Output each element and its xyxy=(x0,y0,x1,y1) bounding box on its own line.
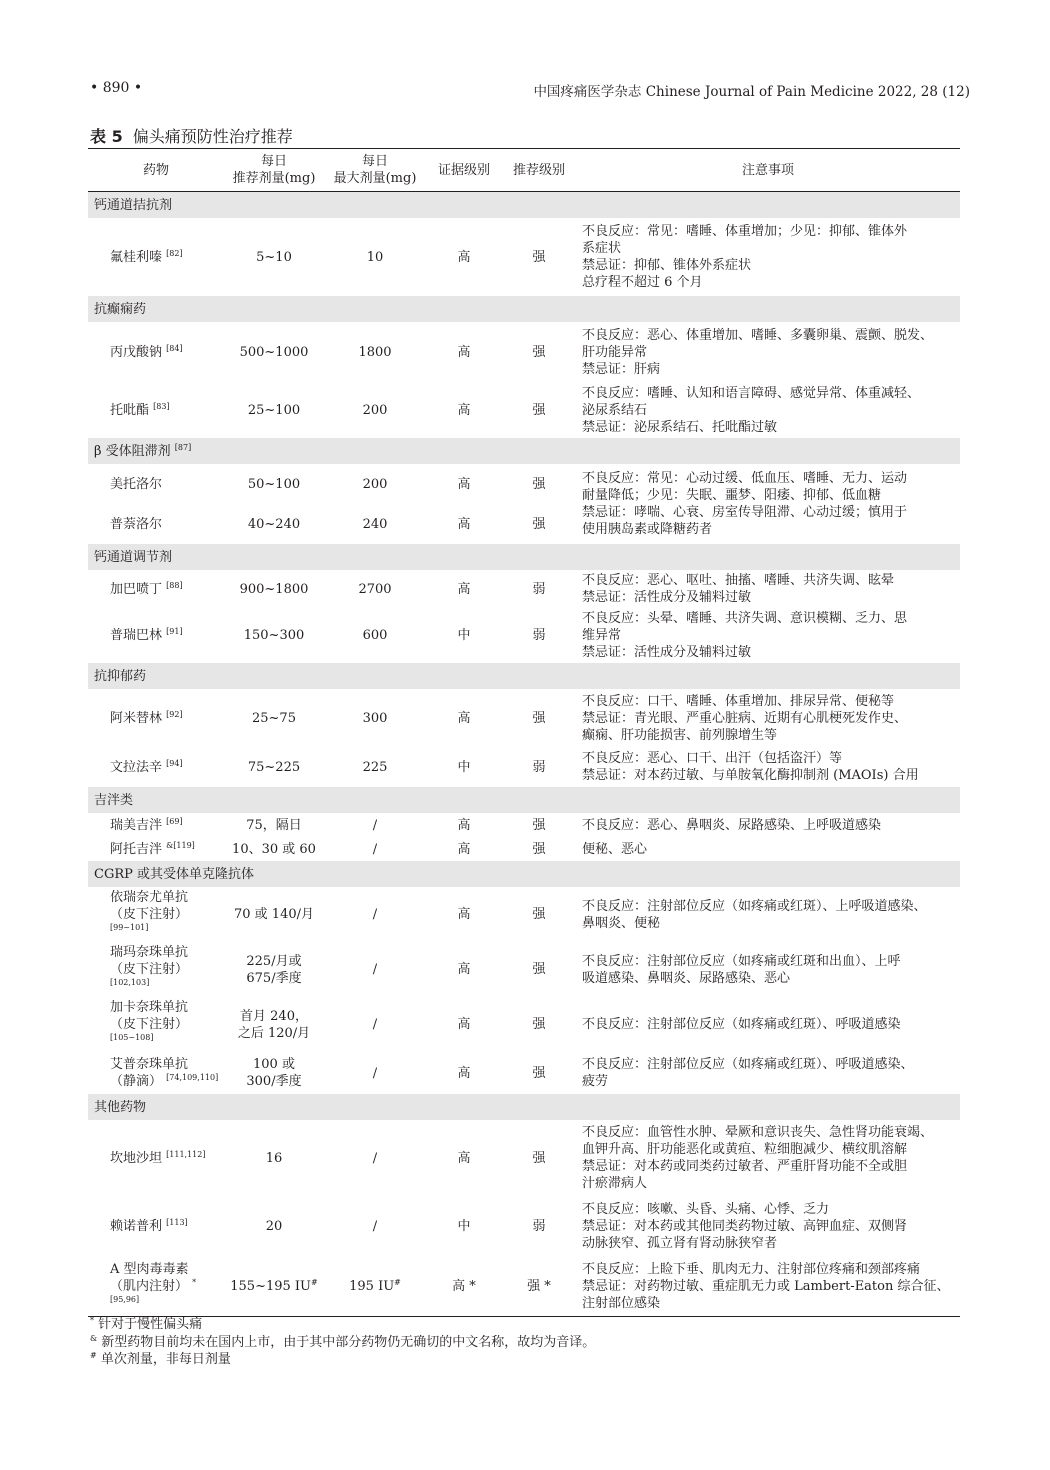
max-dose-cell xyxy=(324,1052,426,1094)
recommendation-level: 强 * xyxy=(527,1278,551,1294)
category-row xyxy=(88,296,960,322)
daily-dose: 16 xyxy=(265,1150,283,1166)
max-dose-cell xyxy=(324,813,426,837)
note-line: 不良反应：咳嗽、头昏、头痛、心悸、乏力 xyxy=(582,1201,830,1217)
drug-row xyxy=(88,997,960,1052)
drug-name: 依瑞奈尤单抗 xyxy=(110,890,189,905)
drug-route: （皮下注射） xyxy=(110,962,189,977)
note-line: 不良反应：注射部位反应（如疼痛或红斑和出血）、上呼 xyxy=(582,953,901,969)
drug-row xyxy=(88,689,960,747)
drug-route: （皮下注射） xyxy=(110,1017,189,1032)
note-line: 吸道感染、鼻咽炎、尿路感染、恶心 xyxy=(582,970,791,986)
note-line: 不良反应：常见：心动过缓、低血压、嗜睡、无力、运动 xyxy=(582,471,908,486)
table-header-row xyxy=(88,149,960,192)
daily-dose: 70 或 140/月 xyxy=(234,907,314,922)
max-dose-cell xyxy=(324,1256,426,1317)
note-line: 禁忌证：泌尿系结石、托吡酯过敏 xyxy=(582,419,778,435)
recommendation-level: 强 xyxy=(532,402,546,418)
daily-dose: 225/月或 xyxy=(246,953,302,969)
header-evidence: 证据级别 xyxy=(437,162,490,178)
max-dose-cell xyxy=(324,322,426,382)
page-header xyxy=(90,80,970,102)
drug-citation: &[119] xyxy=(166,840,195,850)
drug-row xyxy=(88,942,960,997)
daily-dose-line2: 300/季度 xyxy=(246,1074,302,1089)
drug-citation: [91] xyxy=(166,627,183,636)
daily-dose: 75，隔日 xyxy=(246,817,302,833)
category-name: 其他药物 xyxy=(94,1099,147,1115)
max-dose-cell xyxy=(324,837,426,861)
note-line: 不良反应：注射部位反应（如疼痛或红斑）、呼吸道感染 xyxy=(582,1017,901,1032)
drug-row xyxy=(88,218,960,296)
drug-route: （皮下注射） xyxy=(110,907,189,922)
note-line: 不良反应：嗜睡、认知和语言障碍、感觉异常、体重减轻、 xyxy=(582,385,921,401)
drug-name: A 型肉毒毒素 xyxy=(110,1261,189,1277)
recommendation-table xyxy=(88,148,960,1317)
note-line: 汁瘀滞病人 xyxy=(582,1176,648,1191)
note-line: 禁忌证：活性成分及辅料过敏 xyxy=(582,645,752,660)
drug-row xyxy=(88,887,960,942)
evidence-level: 高 xyxy=(457,907,471,922)
notes-cell xyxy=(576,837,960,861)
daily-dose-cell xyxy=(224,997,324,1052)
header-max-dose: 每日 最大剂量(mg) xyxy=(333,154,417,186)
drug-citation: [84] xyxy=(166,343,183,353)
evidence-level: 中 xyxy=(457,628,471,643)
note-line: 系症状 xyxy=(582,241,622,256)
recommendation-level: 弱 xyxy=(532,581,546,597)
max-dose: / xyxy=(372,817,378,833)
table-caption xyxy=(90,124,293,147)
recommendation-level: 强 xyxy=(532,817,546,833)
drug-citation: [102,103] xyxy=(110,978,150,987)
max-dose: / xyxy=(372,1065,378,1081)
note-line: 鼻咽炎、便秘 xyxy=(582,915,661,931)
evidence-level: 高 * xyxy=(452,1278,476,1294)
drug-name-cell xyxy=(88,608,224,663)
notes-cell xyxy=(576,1256,960,1317)
drug-name: 瑞美吉泮 xyxy=(110,817,163,833)
recommendation-level: 强 xyxy=(532,476,546,492)
drug-name-cell xyxy=(88,942,224,997)
note-line: 禁忌证：青光眼、严重心脏病、近期有心肌梗死发作史、 xyxy=(582,710,908,726)
evidence-level: 高 xyxy=(457,817,471,833)
drug-citation: [111,112] xyxy=(166,1149,206,1159)
note-line: 不良反应：注射部位反应（如疼痛或红斑）、呼吸道感染、 xyxy=(582,1057,914,1072)
drug-name: 艾普奈珠单抗 xyxy=(110,1057,189,1072)
category-row xyxy=(88,192,960,219)
drug-citation: [74,109,110] xyxy=(166,1073,219,1082)
max-dose: 10 xyxy=(366,249,384,265)
category-row xyxy=(88,787,960,813)
note-line: 禁忌证：对本药或同类药过敏者、严重肝肾功能不全或胆 xyxy=(582,1159,908,1174)
evidence-level: 高 xyxy=(457,516,471,532)
drug-name: 丙戊酸钠 xyxy=(110,344,163,360)
note-line: 禁忌证：抑郁、锥体外系症状 xyxy=(582,258,752,273)
notes-cell xyxy=(576,382,960,438)
drug-name-cell xyxy=(88,570,224,608)
daily-dose: 50~100 xyxy=(247,476,301,492)
max-dose-mark: # xyxy=(394,1277,401,1287)
drug-row xyxy=(88,570,960,608)
daily-dose: 40~240 xyxy=(247,516,301,532)
footnote-text: 单次剂量，非每日剂量 xyxy=(96,1352,231,1367)
note-line: 疲劳 xyxy=(582,1074,609,1089)
daily-dose-cell xyxy=(224,1120,324,1196)
max-dose-cell xyxy=(324,942,426,997)
note-line: 禁忌证：对本药过敏、与单胺氧化酶抑制剂 (MAOIs) 合用 xyxy=(582,768,919,783)
max-dose-cell xyxy=(324,747,426,787)
drug-name-cell xyxy=(88,689,224,747)
note-line: 不良反应：口干、嗜睡、体重增加、排尿异常、便秘等 xyxy=(582,693,895,709)
drug-name: 瑞玛奈珠单抗 xyxy=(110,945,189,960)
max-dose-cell xyxy=(324,608,426,663)
recommendation-level: 弱 xyxy=(532,759,546,775)
daily-dose-cell xyxy=(224,218,324,296)
drug-citation: [83] xyxy=(153,401,170,411)
daily-dose-cell xyxy=(224,608,324,663)
header-notes: 注意事项 xyxy=(741,162,794,178)
recommendation-level: 强 xyxy=(532,710,546,726)
note-line: 不良反应：常见：嗜睡、体重增加；少见：抑郁、锥体外 xyxy=(582,224,908,239)
drug-citation: [94] xyxy=(166,758,183,768)
category-name: 抗抑郁药 xyxy=(94,668,147,684)
daily-dose: 500~1000 xyxy=(239,344,309,360)
note-line: 不良反应：恶心、鼻咽炎、尿路感染、上呼吸道感染 xyxy=(582,817,882,833)
drug-name-cell xyxy=(88,1196,224,1256)
table-body xyxy=(88,192,960,1317)
category-name: 钙通道调节剂 xyxy=(94,549,173,565)
footnote-mark: & xyxy=(90,1333,98,1343)
drug-row xyxy=(88,608,960,663)
note-line: 癫痫、肝功能损害、前列腺增生等 xyxy=(582,727,778,743)
recommendation-level: 弱 xyxy=(532,628,546,643)
max-dose-cell xyxy=(324,504,426,544)
drug-row xyxy=(88,1120,960,1196)
drug-row xyxy=(88,464,960,504)
max-dose: 1800 xyxy=(358,344,392,360)
drug-name-cell xyxy=(88,837,224,861)
recommendation-level: 弱 xyxy=(532,1218,546,1234)
note-line: 便秘、恶心 xyxy=(582,841,648,857)
note-line: 血钾升高、肝功能恶化或黄疸、粒细胞减少、横纹肌溶解 xyxy=(582,1142,908,1157)
notes-cell xyxy=(576,1196,960,1256)
note-line: 泌尿系结石 xyxy=(582,402,648,418)
evidence-level: 高 xyxy=(457,344,471,360)
drug-name-cell xyxy=(88,1256,224,1317)
note-line: 耐量降低；少见：失眠、噩梦、阳痿、抑郁、低血糖 xyxy=(582,488,882,503)
drug-row xyxy=(88,747,960,787)
drug-name: 加巴喷丁 xyxy=(110,581,163,597)
evidence-level: 高 xyxy=(457,710,471,726)
drug-name: 加卡奈珠单抗 xyxy=(110,1000,189,1015)
notes-cell xyxy=(576,942,960,997)
notes-cell xyxy=(576,322,960,382)
category-name: CGRP 或其受体单克隆抗体 xyxy=(94,866,254,882)
max-dose-cell xyxy=(324,382,426,438)
page-number: • 890 • xyxy=(90,80,143,96)
daily-dose: 150~300 xyxy=(243,628,305,643)
drug-citation: *[95,96] xyxy=(110,1277,197,1304)
daily-dose: 25~75 xyxy=(252,710,296,726)
header-daily-dose: 每日 推荐剂量(mg) xyxy=(232,154,316,186)
evidence-level: 高 xyxy=(457,402,471,418)
category-name: β 受体阻滞剂 xyxy=(94,443,171,459)
evidence-level: 高 xyxy=(457,476,471,492)
drug-name-cell xyxy=(88,382,224,438)
note-line: 不良反应：上睑下垂、肌肉无力、注射部位疼痛和颈部疼痛 xyxy=(582,1261,921,1277)
note-line: 总疗程不超过 6 个月 xyxy=(582,275,703,290)
drug-name-cell xyxy=(88,1120,224,1196)
recommendation-level: 强 xyxy=(532,1150,546,1166)
drug-row xyxy=(88,813,960,837)
notes-cell xyxy=(576,1052,960,1094)
drug-row xyxy=(88,1196,960,1256)
daily-dose: 100 或 xyxy=(253,1057,295,1072)
daily-dose-cell xyxy=(224,813,324,837)
note-line: 维异常 xyxy=(582,628,622,643)
notes-cell xyxy=(576,1120,960,1196)
evidence-level: 高 xyxy=(457,1017,471,1032)
dose-mark: # xyxy=(311,1277,318,1287)
daily-dose-cell xyxy=(224,1196,324,1256)
notes-cell xyxy=(576,689,960,747)
daily-dose-cell xyxy=(224,887,324,942)
max-dose: / xyxy=(372,841,378,857)
drug-row xyxy=(88,837,960,861)
note-line: 禁忌证：哮喘、心衰、房室传导阻滞、心动过缓；慎用于 xyxy=(582,505,908,520)
max-dose-cell xyxy=(324,464,426,504)
daily-dose-cell xyxy=(224,570,324,608)
note-line: 不良反应：头晕、嗜睡、共济失调、意识模糊、乏力、思 xyxy=(582,611,908,626)
category-row xyxy=(88,1094,960,1120)
max-dose: 300 xyxy=(362,710,388,726)
daily-dose-cell xyxy=(224,504,324,544)
evidence-level: 高 xyxy=(457,581,471,597)
drug-name-cell xyxy=(88,997,224,1052)
drug-citation: [88] xyxy=(166,580,183,590)
max-dose: / xyxy=(372,1017,378,1032)
footnote-text: 针对于慢性偏头痛 xyxy=(94,1317,203,1332)
daily-dose-cell xyxy=(224,382,324,438)
drug-name: 普萘洛尔 xyxy=(110,516,163,532)
daily-dose: 10、30 或 60 xyxy=(232,841,316,857)
daily-dose: 5~10 xyxy=(256,249,292,265)
drug-name: 阿托吉泮 xyxy=(110,841,163,857)
note-line: 禁忌证：对本药或其他同类药物过敏、高钾血症、双侧肾 xyxy=(582,1218,908,1234)
notes-cell xyxy=(576,747,960,787)
note-line: 使用胰岛素或降糖药者 xyxy=(582,522,713,537)
category-name: 抗癫痫药 xyxy=(94,301,147,317)
evidence-level: 中 xyxy=(457,1218,471,1234)
drug-name: 托吡酯 xyxy=(110,402,150,418)
footnote-mark: # xyxy=(90,1351,97,1360)
daily-dose-cell xyxy=(224,1256,324,1317)
daily-dose: 75~225 xyxy=(247,759,301,775)
daily-dose-cell xyxy=(224,942,324,997)
drug-name: 阿米替林 xyxy=(110,710,163,726)
daily-dose-cell xyxy=(224,322,324,382)
footnote-mark: * xyxy=(90,1316,94,1325)
max-dose: 2700 xyxy=(358,581,392,597)
drug-route: （肌内注射） xyxy=(110,1278,189,1294)
drug-name-cell xyxy=(88,218,224,296)
note-line: 不良反应：注射部位反应（如疼痛或红斑）、上呼吸道感染、 xyxy=(582,898,927,914)
category-row xyxy=(88,861,960,887)
max-dose: 225 xyxy=(362,759,388,775)
daily-dose: 900~1800 xyxy=(239,581,309,597)
footnote-text: 新型药物目前均未在国内上市，由于其中部分药物仍无确切的中文名称，故均为音译。 xyxy=(97,1334,596,1350)
drug-name: 普瑞巴林 xyxy=(110,628,163,643)
evidence-level: 高 xyxy=(457,962,471,977)
header-recommendation: 推荐级别 xyxy=(512,162,565,178)
note-line: 动脉狭窄、孤立肾有肾动脉狭窄者 xyxy=(582,1235,778,1251)
category-citation: [87] xyxy=(174,442,192,452)
footnotes xyxy=(90,1316,595,1369)
footnote xyxy=(90,1316,595,1334)
category-name: 钙通道拮抗剂 xyxy=(94,197,173,213)
note-line: 禁忌证：对药物过敏、重症肌无力或 Lambert-Eaton 综合征、 xyxy=(582,1278,950,1294)
category-row xyxy=(88,438,960,464)
max-dose: 200 xyxy=(362,476,388,492)
recommendation-level: 强 xyxy=(532,962,546,977)
drug-row xyxy=(88,1256,960,1317)
table-title: 偏头痛预防性治疗推荐 xyxy=(132,127,293,146)
table-label: 表 5 xyxy=(90,127,123,146)
daily-dose: 首月 240， xyxy=(240,1008,308,1024)
drug-row xyxy=(88,382,960,438)
recommendation-level: 强 xyxy=(532,516,546,532)
max-dose: 195 IU xyxy=(349,1278,395,1294)
note-line: 不良反应：血管性水肿、晕厥和意识丧失、急性肾功能衰竭、 xyxy=(582,1125,934,1140)
drug-citation: [113] xyxy=(166,1217,188,1227)
max-dose-cell xyxy=(324,1120,426,1196)
drug-name: 氟桂利嗪 xyxy=(110,249,163,265)
max-dose-cell xyxy=(324,887,426,942)
notes-cell xyxy=(576,570,960,608)
max-dose-cell xyxy=(324,570,426,608)
recommendation-level: 强 xyxy=(532,344,546,360)
max-dose: 240 xyxy=(362,516,388,532)
daily-dose: 155~195 IU xyxy=(230,1278,312,1294)
header-drug: 药物 xyxy=(142,162,169,178)
drug-name-cell xyxy=(88,322,224,382)
daily-dose: 20 xyxy=(265,1218,283,1234)
note-line: 不良反应：恶心、呕吐、抽搐、嗜睡、共济失调、眩晕 xyxy=(582,573,895,588)
drug-name-cell xyxy=(88,887,224,942)
max-dose: / xyxy=(372,1218,378,1234)
evidence-level: 高 xyxy=(457,1065,471,1081)
max-dose-cell xyxy=(324,997,426,1052)
drug-name: 赖诺普利 xyxy=(110,1218,163,1234)
drug-name-cell xyxy=(88,504,224,544)
note-line: 不良反应：恶心、体重增加、嗜睡、多囊卵巢、震颤、脱发、 xyxy=(582,327,934,343)
note-line: 注射部位感染 xyxy=(582,1295,661,1311)
drug-citation: [99~101] xyxy=(110,923,149,932)
evidence-level: 中 xyxy=(457,759,471,775)
drug-name-cell xyxy=(88,747,224,787)
daily-dose-cell xyxy=(224,1052,324,1094)
evidence-level: 高 xyxy=(457,249,471,265)
notes-cell xyxy=(576,608,960,663)
notes-cell xyxy=(576,464,960,544)
note-line: 禁忌证：活性成分及辅料过敏 xyxy=(582,590,752,605)
category-name: 吉泮类 xyxy=(94,792,134,808)
max-dose: 600 xyxy=(362,628,388,643)
note-line: 肝功能异常 xyxy=(582,344,648,360)
drug-route: （静滴） xyxy=(110,1074,163,1089)
drug-name-cell xyxy=(88,813,224,837)
drug-name-cell xyxy=(88,464,224,504)
drug-citation: [92] xyxy=(166,709,183,719)
category-row xyxy=(88,544,960,570)
drug-citation: [69] xyxy=(166,816,183,826)
footnote xyxy=(90,1351,595,1369)
daily-dose-line2: 之后 120/月 xyxy=(237,1025,311,1041)
drug-citation: [82] xyxy=(166,248,183,258)
recommendation-level: 强 xyxy=(532,1065,546,1081)
note-line: 不良反应：恶心、口干、出汗（包括盗汗）等 xyxy=(582,751,843,766)
recommendation-level: 强 xyxy=(532,1017,546,1032)
drug-row xyxy=(88,1052,960,1094)
notes-cell xyxy=(576,218,960,296)
notes-cell xyxy=(576,997,960,1052)
drug-name: 文拉法辛 xyxy=(110,759,163,775)
daily-dose-cell xyxy=(224,837,324,861)
notes-cell xyxy=(576,813,960,837)
max-dose: / xyxy=(372,907,378,922)
daily-dose-line2: 675/季度 xyxy=(246,970,302,986)
max-dose-cell xyxy=(324,689,426,747)
max-dose: / xyxy=(372,962,378,977)
note-line: 禁忌证：肝病 xyxy=(582,361,661,377)
drug-row xyxy=(88,322,960,382)
max-dose-cell xyxy=(324,1196,426,1256)
max-dose: / xyxy=(372,1150,378,1166)
daily-dose: 25~100 xyxy=(247,402,301,418)
daily-dose-cell xyxy=(224,464,324,504)
max-dose: 200 xyxy=(362,402,388,418)
drug-name: 美托洛尔 xyxy=(110,476,163,492)
evidence-level: 高 xyxy=(457,841,471,857)
recommendation-level: 强 xyxy=(532,907,546,922)
recommendation-level: 强 xyxy=(532,249,546,265)
notes-cell xyxy=(576,887,960,942)
category-row xyxy=(88,663,960,689)
journal-title: 中国疼痛医学杂志 Chinese Journal of Pain Medicine 2022, 28 (12) xyxy=(533,84,970,100)
daily-dose-cell xyxy=(224,689,324,747)
evidence-level: 高 xyxy=(457,1150,471,1166)
drug-name-cell xyxy=(88,1052,224,1094)
footnote xyxy=(90,1334,595,1352)
drug-citation: [105~108] xyxy=(110,1033,154,1042)
max-dose-cell xyxy=(324,218,426,296)
drug-name: 坎地沙坦 xyxy=(110,1150,163,1166)
recommendation-level: 强 xyxy=(532,841,546,857)
daily-dose-cell xyxy=(224,747,324,787)
